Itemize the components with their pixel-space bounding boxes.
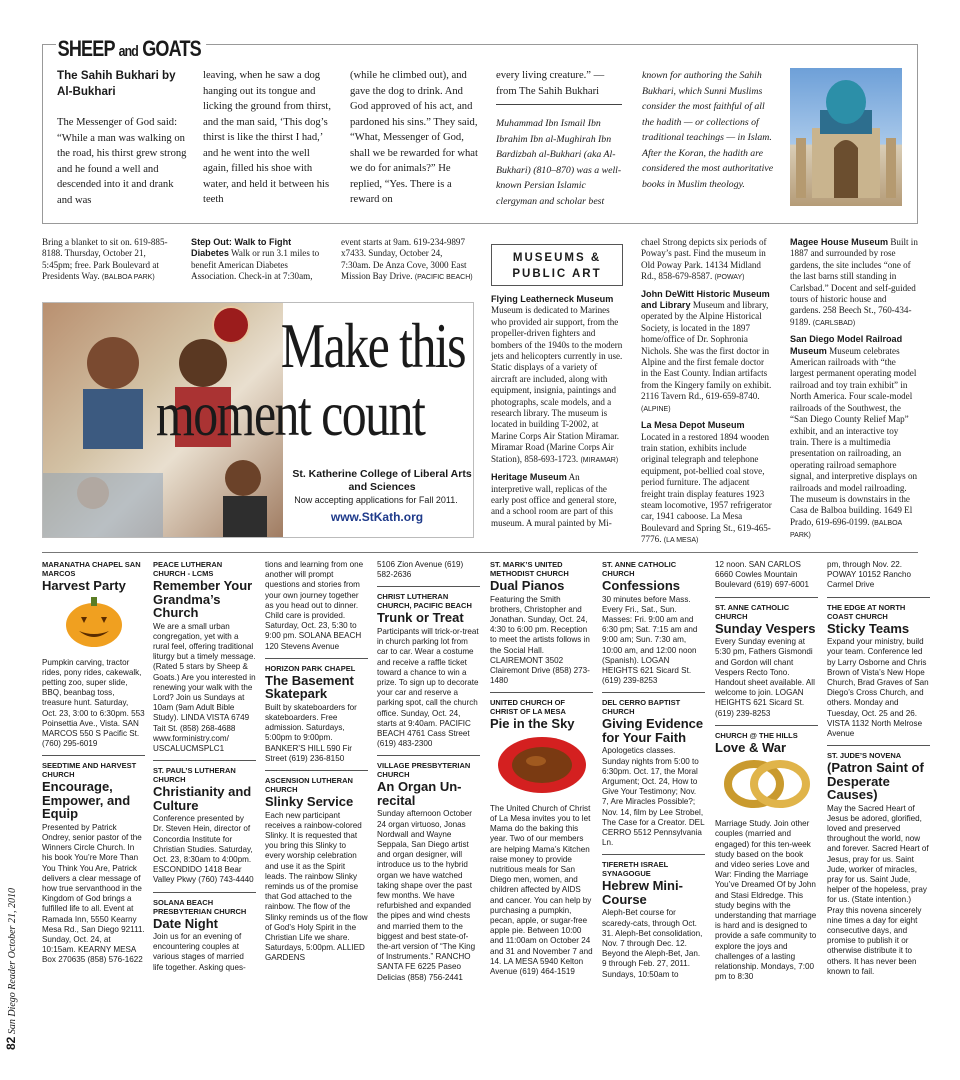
feature-title-end: GOATS [142,36,201,61]
listing-divider [715,597,818,598]
museum-la-mesa-depot-text: Located in a restored 1894 wooden train station, exhibits include original telegraph and telephone equipment, pot-bellied coal stove, period furniture. The adjacent freight train display features 1923 steam locomotive, 1957 refrigerator car, 1941 caboose. La Mesa Boulevard and Spring St., 619-465-7776. [641,431,772,545]
feature-title-main: SHEEP [57,36,115,61]
museum-column-2 [641,237,773,547]
listing-title: The Basement Skatepark [265,672,354,702]
listing-item [827,603,930,740]
listing-title: Pie in the Sky [490,716,575,732]
listing-item [715,560,818,591]
listing-organization: ST. JUDE’S NOVENA [827,751,902,761]
pie-icon [496,733,588,795]
event-de-anza [341,237,473,284]
listing-title: (Patron Saint of Desperate Causes) [827,760,924,803]
listing-text: Apologetics classes. Sunday nights from 5:00 to 6:30pm. Oct. 17, the Moral Argument; Oct. 24, How to Give Your Testimony; Nov. 7, Are Miracles Possible?; Nov. 14, film by Lee Strobel, The Case for a Creator. DEL CERRO 5512 Pennsylvania Ln. [602,746,705,848]
page-footer [4,888,18,1050]
museum-magee-text: Built in 1887 and surrounded by rose gardens, the site includes “one of the last barns still standing in Carlsbad.” Docent and self-guided tours of historic house and gardens. 258 Beech St., 760-434-9189. [790,237,918,327]
pumpkin-icon [64,595,124,649]
listing-organization: ST. ANNE CATHOLIC CHURCH [715,602,790,621]
museum-flying-leatherneck [491,294,623,529]
listing-title: Date Night [153,915,218,931]
listing-organization: HORIZON PARK CHAPEL [265,663,356,673]
listing-text: Sunday afternoon October 24 organ virtuoso, Jonas Nordwall and Wayne Seppala, San Diego artist and organ designer, will introduce us to the hybrid organ we have watched taking shape over the past few months. We have refurbished and expanded the pipes and wind chests and married them to the biggest and best state-of-the-art version of “The King of Instruments.” RANCHO SANTA FE 6225 Paseo Delicias (858) 756-2441 [377,809,476,982]
listing-organization: THE EDGE AT NORTH COAST CHURCH [827,602,906,621]
listing-text: 5106 Zion Avenue (619) 582-2636 [377,560,464,580]
listing-text: Every Sunday evening at 5:30 pm, Fathers Gismondi and Gordon will chant Vespers Recto Tono. Handout sheet available. All welcome to join. LOGAN HEIGHTS 621 Sicard St. (619) 239-8253 [715,637,815,718]
listing-item [153,766,256,885]
listing-item [827,751,930,977]
event-step-out-text: Walk or run 3.1 miles to benefit American Diabetes Association. Check-in at 7:30am, [191,248,320,282]
listing-divider [602,854,705,855]
listing-divider [377,586,480,587]
listings-column [377,560,480,983]
listings-column [602,560,705,980]
listing-title: Confessions [602,578,681,593]
mosque-photo [790,68,902,206]
feature-heading: The Sahih Bukhari by Al-Bukhari [57,69,176,98]
listing-title: An Organ Un-recital [377,779,462,808]
listing-title: Harvest Party [42,578,126,593]
listing-text: 30 minutes before Mass. Every Fri., Sat., Sun. Masses: Fri. 9:00 am and 6:30 pm; Sat. 7:15 am and 9:00 am; Sun. 7:30 am, 10:00 am, and 12:00 noon (Spanish). LOGAN HEIGHTS 621 Sicard St. (619) 239-8253 [602,594,698,686]
mosque-icon [790,68,902,206]
museum-magee-title: Magee House Museum [790,237,889,247]
listing-text: 12 noon. SAN CARLOS 6660 Cowles Mountain Boulevard (619) 697-6001 [715,560,810,590]
ad-school-name: St. Katherine College of Liberal Arts and Sciences [292,468,472,493]
museum-model-railroad-title: San Diego Model Railroad Museum [790,334,903,356]
listing-organization: VILLAGE PRESBYTERIAN CHURCH [377,761,471,780]
event-step-out [191,237,321,283]
museums-public-art-header [491,244,623,286]
feature-col-4-rule [496,104,622,105]
pumpkin-image [42,595,145,654]
listing-text: Each new participant receives a rainbow-colored Slinky. It is requested that you bring this Slinky to every worship celebration and use it as the Spirit leads. The rainbow Slinky reminds us of the promise that God attached to the rainbow. The flow of the Slinky reminds us of the flow of God’s Holy Spirit in the Christian Life we share. Saturdays, 5:00pm. ALLIED GARDENS [265,810,368,963]
ad-url-link[interactable]: www.StKath.org [330,510,424,524]
listing-title: Encourage, Empower, and Equip [42,779,131,822]
feature-col-1: The Messenger of God said: “While a man was walking on the road, his thirst grew strong and he found a well and descended into it and drank and was [57,117,187,206]
listing-title: Sticky Teams [827,620,910,636]
museum-column-3 [790,237,918,542]
listing-item [602,860,705,979]
listing-title: Trunk or Treat [377,610,464,626]
museum-la-mesa-depot-tag: (LA MESA) [663,537,699,545]
ad-tagline: Now accepting applications for Fall 2011. [294,495,458,505]
listing-divider [827,745,930,746]
event-step-out-heading: Step Out: Walk to Fight Diabetes [191,237,292,259]
listings-top-rule [42,552,918,553]
museum-flying-leatherneck-title: Flying Leatherneck Museum [491,294,614,304]
listing-organization: CHURCH @ THE HILLS [715,730,798,740]
listings-column [715,560,818,982]
listing-item [490,560,593,686]
museum-model-railroad-tag: (BALBOA PARK) [790,519,902,540]
listing-divider [827,597,930,598]
event-de-anza-text: event starts at 9am. 619-234-9897 x7433. Sunday, October 24, 7:30am. De Anza Cove, 3000 East Mission Bay Drive. [341,237,467,282]
listing-organization: ST. MARK’S UNITED METHODIST CHURCH [490,560,569,578]
museum-flying-leatherneck-tag: (MIRAMAR) [580,456,619,464]
listing-item [265,776,368,964]
listing-title: Dual Pianos [490,578,565,593]
listing-item [153,898,256,973]
listing-item [377,761,480,982]
museum-heritage-title: Heritage Museum [491,472,567,483]
listing-item [265,560,368,652]
feature-col-2: leaving, when he saw a dog hanging out its tongue and licking the ground from thirst, and the man said, ‘This dog’s thirst is like the thirst I had,’ and he went into the well again, filled his shoe with water, and held it between his teeth [203,70,331,205]
listing-organization: DEL CERRO BAPTIST CHURCH [602,698,681,717]
listing-organization: ST. ANNE CATHOLIC CHURCH [602,560,677,578]
museum-dewitt-tag: (ALPINE) [641,405,671,413]
listing-title: Remember Your Grandma’s Church [153,578,253,620]
listing-organization: ST. PAUL’S LUTHERAN CHURCH [153,766,236,785]
event-de-anza-tag: (PACIFIC BEACH) [414,274,473,282]
museum-heritage-continued: chael Strong depicts six periods of Poway’s past. Find the museum in Old Poway Park. 14134 Midland Rd., 858-679-8587. [641,237,767,282]
listing-divider [490,692,593,693]
listing-text: Presented by Patrick Ondrey, senior pastor of the Winners Circle Church. In his book You’re More Than You Think You Are, Patrick delivers a clear message of how true servanthood in the Kingdom of God brings a fulfilled life to all. Event at Ramada Inn, 5550 Kearny Mesa Rd., San Diego 92111. Sunday, Oct. 24, at 10:15am. KEARNY MESA Box 270635 (858) 576-1622 [42,822,145,965]
listing-item [377,560,480,580]
listing-divider [153,892,256,893]
listing-text: Aleph-Bet course for scaredy-cats, through Oct. 31. Aleph-Bet consolidation, Nov. 7 through Dec. 12. Beyond the Aleph-Bet, Jan. 9 through Feb. 27, 2011. Sundays, 10:50am to [602,908,703,979]
listing-title: Slinky Service [265,794,354,810]
listing-organization: ASCENSION LUTHERAN CHURCH [265,776,353,795]
museum-flying-leatherneck-text: Museum is dedicated to Marines who provided air support, from the propeller-driven fighters and bombers of the 1940s to the modern jets and helicopters currently in use. Static displays of a variety of aircraft are included, along with equipment, insignia, paintings and photographs, scale models, and a research library. The museum is located in building T-2002, at Marine Corps Air Station Miramar. Miramar Road (Marine Corps Air Station), 858-693-1723. [491,305,623,464]
listing-text: May the Sacred Heart of Jesus be adored, glorified, loved and preserved throughout the world, now and forever. Sacred Heart of Jesus, pray for us. Saint Jude, worker of miracles, pray for us. Saint Jude, helper of the hopeless, pray for us. (State intention.) Pray this novena sincerely nine times a day for eight consecutive days, and promise to publish it or otherwise distribute it to others. It has never been known to fail. [827,803,929,976]
museum-model-railroad-text: Museum celebrates American railroads with “the largest permanent operating model railroad and toy train exhibit” in North America. Four scale-model railroads of the Southwest, the “San Diego County Relief Map” exhibit, and an interactive toy train. There is a multimedia presentation on railroading, an operating railroad semaphore signal, and interpretive displays on railroads and model railroading. The museum is downstairs in the Casa de Balboa building. 1649 El Prado, 619-696-0199. [790,345,918,527]
listing-text: Marriage Study. Join other couples (married and engaged) for this ten-week study based on the book and video series Love and War: Finding the Marriage You’ve Dreamed Of by John and Stasi Eldredge. This study begins with the understanding that marriage is hard and is designed to provide a safe community to explore the joys and challenges of a lasting relationship. Mondays, 7:00 pm to 8:30 [715,819,817,982]
listing-item [42,560,145,749]
listing-organization: PEACE LUTHERAN CHURCH - LCMS [153,560,223,578]
listing-item [827,560,930,591]
feature-title [56,36,206,62]
feature-col-3: (while he climbed out), and gave the dog to drink. And God approved of his act, and pardoned his sins.” They said, “What, Messenger of God, shall we be rewarded for what we do for animals?” He replied, “Yes. There is a reward on [350,70,478,205]
listing-text: Participants will trick-or-treat in church parking lot from car to car. Wear a costume and receive a raffle ticket toward a chance to win a prize. To sign up to decorate your car and reserve a parking spot, call the church office. Sunday, Oct. 24, starts at 9:40am. PACIFIC BEACH 4761 Cass Street (619) 483-2300 [377,626,479,749]
feature-title-and: and [118,43,138,60]
listing-text: Conference presented by Dr. Steven Hein, director of Concordia Institute for Christian Studies. Saturday, Oct. 23, 8:30am to 4:00pm. ESCONDIDO 1418 Bear Valley Pkwy (760) 743-4440 [153,814,254,885]
listing-text: tions and learning from one another will prompt questions and stories from your own journey together as you head out to dinner. Child care is provided. Saturday, Oct. 23, 5:30 to 9:00 pm. SOLANA BEACH 120 Stevens Avenue [265,560,364,651]
listings-column [827,560,930,977]
listing-divider [265,770,368,771]
listing-organization: CHRIST LUTHERAN CHURCH, PACIFIC BEACH [377,592,472,611]
rings-image [715,756,818,815]
listing-text: pm, through Nov. 22. POWAY 10152 Rancho Carmel Drive [827,560,911,590]
listing-organization: SOLANA BEACH PRESBYTERIAN CHURCH [153,897,247,916]
listing-text: Featuring the Smith brothers, Christopher and Jonathan. Sunday, Oct. 24, 4:30 to 6:00 pm. Reception to meet the artists follows in the Social Hall. CLAIREMONT 3502 Clairemont Drive (858) 273-1480 [490,594,590,686]
listings-column [42,560,145,966]
pie-image [490,733,593,800]
listing-divider [602,692,705,693]
listing-text: Built by skateboarders for skateboarders. Free admission. Saturdays, 5:00pm to 9:00pm. BANKER’S HILL 590 Fir Street (619) 236-8150 [265,702,357,763]
feature-col-5: known for authoring the Sahih Bukhari, which Sunni Muslims consider the most faithful of all the hadith — or collections of traditional teachings — in Islam. After the Koran, the hadith are considered the most authoritative books in Muslim theology. [642,70,774,190]
listing-title: Giving Evidence for Your Faith [602,716,704,745]
listing-text: The United Church of Christ of La Mesa invites you to let Mama do the baking this year. Two of our members are helping Mama’s Kitchen raise money to provide nutritious meals for San Diego men, women, and children affected by AIDS and cancer. You can help by purchasing a pumpkin, pecan, apple, or sugar-free apple pie. Between 10:00 and 11:00am on October 24 and 31 and November 7 and 14. LA MESA 5940 Kelton Avenue (619) 464-1519 [490,803,593,977]
listing-organization: UNITED CHURCH OF CHRIST OF LA MESA [490,698,566,717]
museums-label-line1: MUSEUMS & [512,252,602,264]
listing-organization: SEEDTIME AND HARVEST CHURCH [42,761,137,780]
listings-column [490,560,593,977]
publication-line: San Diego Reader October 21, 2010 [7,888,18,1035]
listing-item [42,761,145,965]
listing-item [602,698,705,848]
listing-title: Sunday Vespers [715,620,816,636]
listing-divider [153,760,256,761]
listing-item [602,560,705,686]
listing-divider [42,755,145,756]
listing-item [153,560,256,754]
listings-column [265,560,368,964]
ad-headline-line1: Make this [280,310,466,381]
museum-la-mesa-depot-title: La Mesa Depot Museum [641,420,745,431]
feature-col-4-quote: every living creature.” — from The Sahih Bukhari [496,70,605,97]
listing-divider [715,725,818,726]
listing-organization: MARANATHA CHAPEL SAN MARCOS [42,560,141,578]
listing-text: We are a small urban congregation, yet with a rural feel, offering traditional liturgy but a timely message. (Rated 5 stars by Sheep & Goats.) Are you interested in renewing your walk with the Lord? Join us Sundays at 10am (9am Adult Bible Study). LINDA VISTA 6749 Tait St. (858) 268-4688 www.forministry.com/ USCALUCMSPLC1 [153,621,256,753]
museum-magee-tag: (CARLSBAD) [812,319,856,327]
listing-item [715,603,818,719]
listing-text: Join us for an evening of encountering couples at various stages of married life together. Asking ques- [153,932,246,972]
listing-title: Christianity and Culture [153,784,252,813]
listing-item [490,698,593,977]
listing-text: Expand your ministry, build your team. Conference led by Larry Osborne and Chris Brown of Vista’s New Hope Church, Brad Graves of San Diego’s Cross Church, and others. Monday and Tuesday, Oct. 25 and 26. VISTA 1132 North Melrose Avenue [827,637,929,738]
listing-item [265,664,368,764]
listing-text: Pumpkin carving, tractor rides, pony rides, cakewalk, petting zoo, super slide, BBQ, beanbag toss, treasure hunt. Saturday, Oct. 23, 3:00 to 6:30pm. 553 Poinsettia Ave., Vista. SAN MARCOS 550 S Pacific St. (760) 295-6019 [42,657,145,749]
ad-headline-line2: moment count [156,378,425,449]
listing-organization: TIFERETH ISRAEL SYNAGOGUE [602,860,669,879]
museum-heritage-tag: (POWAY) [714,274,745,282]
listing-title: Love & War [715,739,787,755]
listing-item [377,592,480,749]
listings-column [153,560,256,973]
ad-headline [156,312,465,448]
page-number: 82 [4,1036,18,1050]
museum-dewitt-text: Museum and library, operated by the Alpine Historical Society, is located in the 1897 home/office of Dr. Sophronia Nichols. She was the first doctor in Alpine and the first female doctor in the East County. Indian artifacts from the Kingery family on exhibit. 2116 Tavern Rd., 619-659-8740. [641,300,772,402]
listing-divider [265,658,368,659]
feature-col-4-bio: Muhammad Ibn Ismail Ibn Ibrahim Ibn al-Mughirah Ibn Bardizbah al-Bukhari (aka Al-Bukhari) (810–870) was a well-known Persian Islamic clergyman and scholar best [496,118,622,207]
event-blanket-tag: (BALBOA PARK) [101,274,155,282]
museum-dewitt-title: John DeWitt Historic Museum and Library [641,288,770,311]
event-blanket-text: Bring a blanket to sit on. 619-885-8188. Thursday, October 21, 5:45pm; free. Park Boulevard at Presidents Way. [42,237,168,282]
listing-item [715,731,818,983]
listing-title: Hebrew Mini-Course [602,878,683,907]
museums-label-line2: PUBLIC ART [512,268,602,280]
museum-heritage-text: An interpretive wall, replicas of the early post office and general store, and a school room are part of this museum. A mural painted by Mi- [491,472,617,528]
listing-divider [377,755,480,756]
event-blanket [42,237,172,284]
wedding-rings-icon [722,756,812,810]
